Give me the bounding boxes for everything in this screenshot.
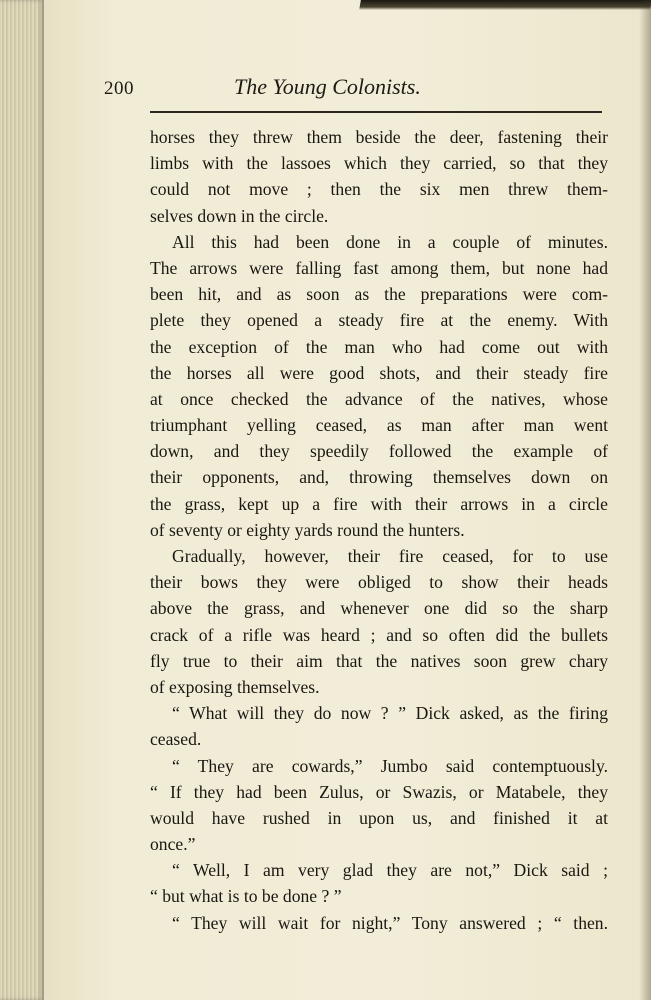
header-rule xyxy=(150,111,602,113)
text-line: would have rushed in upon us, and finished it at xyxy=(150,807,608,828)
text-line: fly true to their aim that the natives soon grew chary xyxy=(150,650,608,671)
text-line: “ Well, I am very glad they are not,” Dick said ; xyxy=(172,860,608,881)
text-line: triumphant yelling ceased, as man after man went xyxy=(150,415,608,436)
text-line: Gradually, however, their fire ceased, for to use xyxy=(172,546,608,566)
text-line: at once checked the advance of the natives, whose xyxy=(150,388,608,409)
running-header xyxy=(104,72,554,106)
running-title: The Young Colonists. xyxy=(234,74,421,99)
text-line: “ What will they do now ? ” Dick asked, as the firing xyxy=(172,703,608,724)
body-text xyxy=(150,124,608,936)
top-shadow xyxy=(359,0,651,10)
text-line: down, and they speedily followed the example of xyxy=(150,441,608,462)
text-line: been hit, and as soon as the preparations were com- xyxy=(150,284,608,305)
text-line: All this had been done in a couple of minutes. xyxy=(172,231,608,252)
text-line: selves down in the circle. xyxy=(150,205,329,226)
text-line: of exposing themselves. xyxy=(150,676,320,697)
text-line: “ They will wait for night,” Tony answered ; “ then. xyxy=(172,912,608,933)
text-line: “ They are cowards,” Jumbo said contemptuously. xyxy=(172,755,608,776)
text-line: their opponents, and, throwing themselves down on xyxy=(150,467,608,488)
text-line: once.” xyxy=(150,834,196,855)
text-line: plete they opened a steady fire at the enemy. With xyxy=(150,310,608,331)
text-line: the grass, kept up a fire with their arrows in a circle xyxy=(150,493,608,514)
right-shadow xyxy=(639,0,651,1000)
text-line: horses they threw them beside the deer, fastening their xyxy=(150,127,608,147)
text-line: the exception of the man who had come out with xyxy=(150,336,608,357)
text-line: “ If they had been Zulus, or Swazis, or Matabele, they xyxy=(150,781,608,802)
text-line: of seventy or eighty yards round the hunters. xyxy=(150,519,465,540)
text-line: crack of a rifle was heard ; and so often did the bullets xyxy=(150,624,608,645)
text-line: above the grass, and whenever one did so the sharp xyxy=(150,598,608,619)
text-line: ceased. xyxy=(150,729,202,750)
page-number: 200 xyxy=(104,78,134,99)
text-line: could not move ; then the six men threw them- xyxy=(150,179,608,200)
text-line: The arrows were falling fast among them, but none had xyxy=(150,257,608,278)
page-edges xyxy=(0,0,44,1000)
text-line: the horses all were good shots, and their steady fire xyxy=(150,362,608,383)
text-line: their bows they were obliged to show their heads xyxy=(150,572,608,593)
text-line: limbs with the lassoes which they carried, so that they xyxy=(150,153,608,174)
text-line: “ but what is to be done ? ” xyxy=(150,886,342,907)
